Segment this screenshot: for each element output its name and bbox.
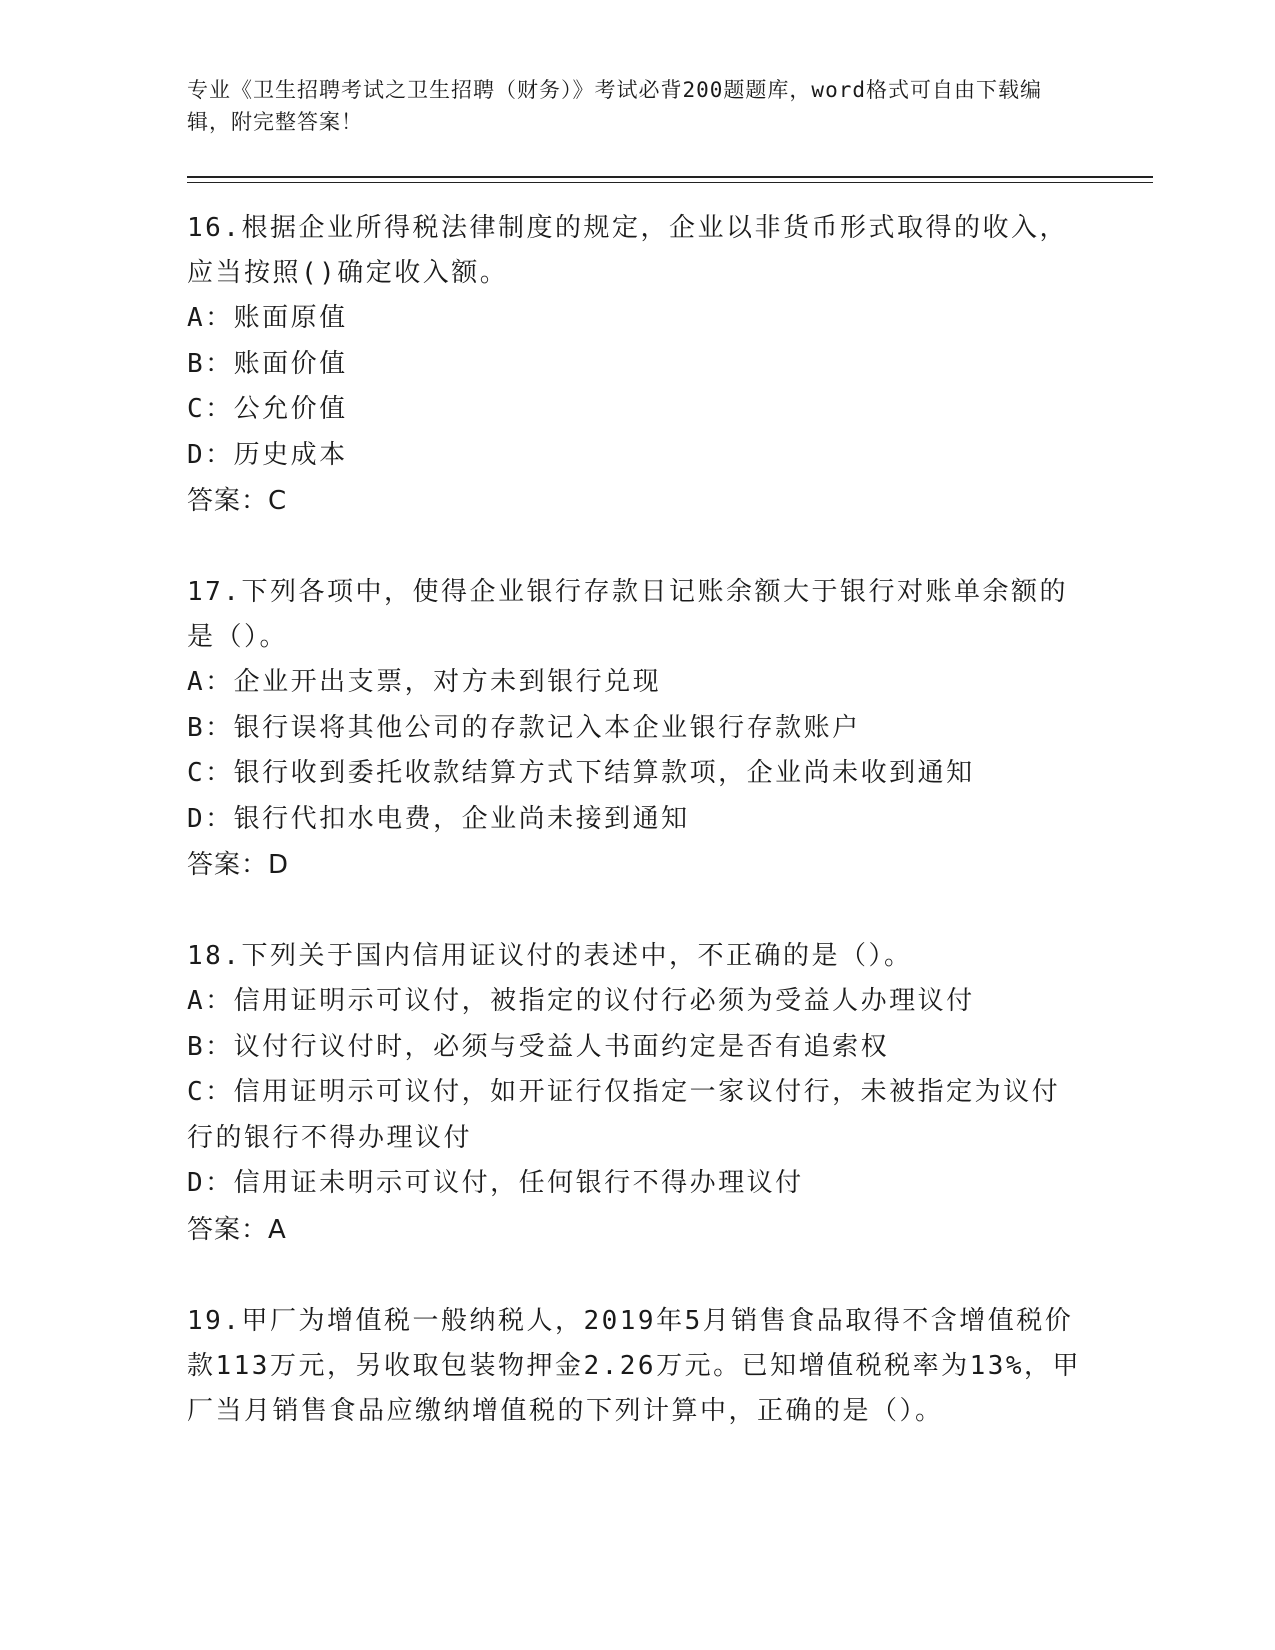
option-d: D：银行代扣水电费，企业尚未接到通知: [187, 803, 690, 834]
option-c: C：信用证明示可议付，如开证行仅指定一家议付行，未被指定为议付行的银行不得办理议付: [187, 1077, 1061, 1153]
question-19: [187, 1299, 1087, 1434]
option-d: D：历史成本: [187, 439, 348, 470]
question-text: 17.下列各项中，使得企业银行存款日记账余额大于银行对账单余额的是（）。: [187, 577, 1068, 652]
header-divider-thin: [187, 182, 1153, 183]
option-a: A：账面原值: [187, 303, 348, 333]
option-b: B：银行误将其他公司的存款记入本企业银行存款账户: [187, 712, 861, 743]
answer-line: 答案：A: [187, 1214, 287, 1245]
question-text: 19.甲厂为增值税一般纳税人，2019年5月销售食品取得不含增值税价款113万元，另收取包装物押金2.26万元。已知增值税税率为13%，甲厂当月销售食品应缴纳增值税的下列计算中，正确的是（）。: [187, 1305, 1082, 1426]
option-b: B：议付行议付时，必须与受益人书面约定是否有追索权: [187, 1031, 890, 1062]
answer-line: 答案：C: [187, 486, 288, 516]
option-c: C：公允价值: [187, 394, 348, 424]
question-18: [187, 934, 1087, 1253]
answer-line: 答案：D: [187, 850, 290, 880]
question-text: 16.根据企业所得税法律制度的规定，企业以非货币形式取得的收入，应当按照()确定收入额。: [187, 213, 1068, 288]
question-text: 18.下列关于国内信用证议付的表述中，不正确的是（）。: [187, 941, 913, 971]
option-b: B：账面价值: [187, 348, 348, 379]
option-a: A：企业开出支票，对方未到银行兑现: [187, 667, 662, 697]
question-17: [187, 570, 1087, 888]
question-16: [187, 206, 1087, 524]
question-list: [187, 206, 1087, 1480]
document-header: 专业《卫生招聘考试之卫生招聘（财务）》考试必背200题题库，word格式可自由下载编辑，附完整答案！: [187, 78, 1042, 134]
header-divider-thick: [187, 176, 1153, 178]
option-a: A：信用证明示可议付，被指定的议付行必须为受益人办理议付: [187, 986, 975, 1016]
option-d: D：信用证未明示可议付，任何银行不得办理议付: [187, 1168, 804, 1198]
option-c: C：银行收到委托收款结算方式下结算款项，企业尚未收到通知: [187, 758, 975, 788]
